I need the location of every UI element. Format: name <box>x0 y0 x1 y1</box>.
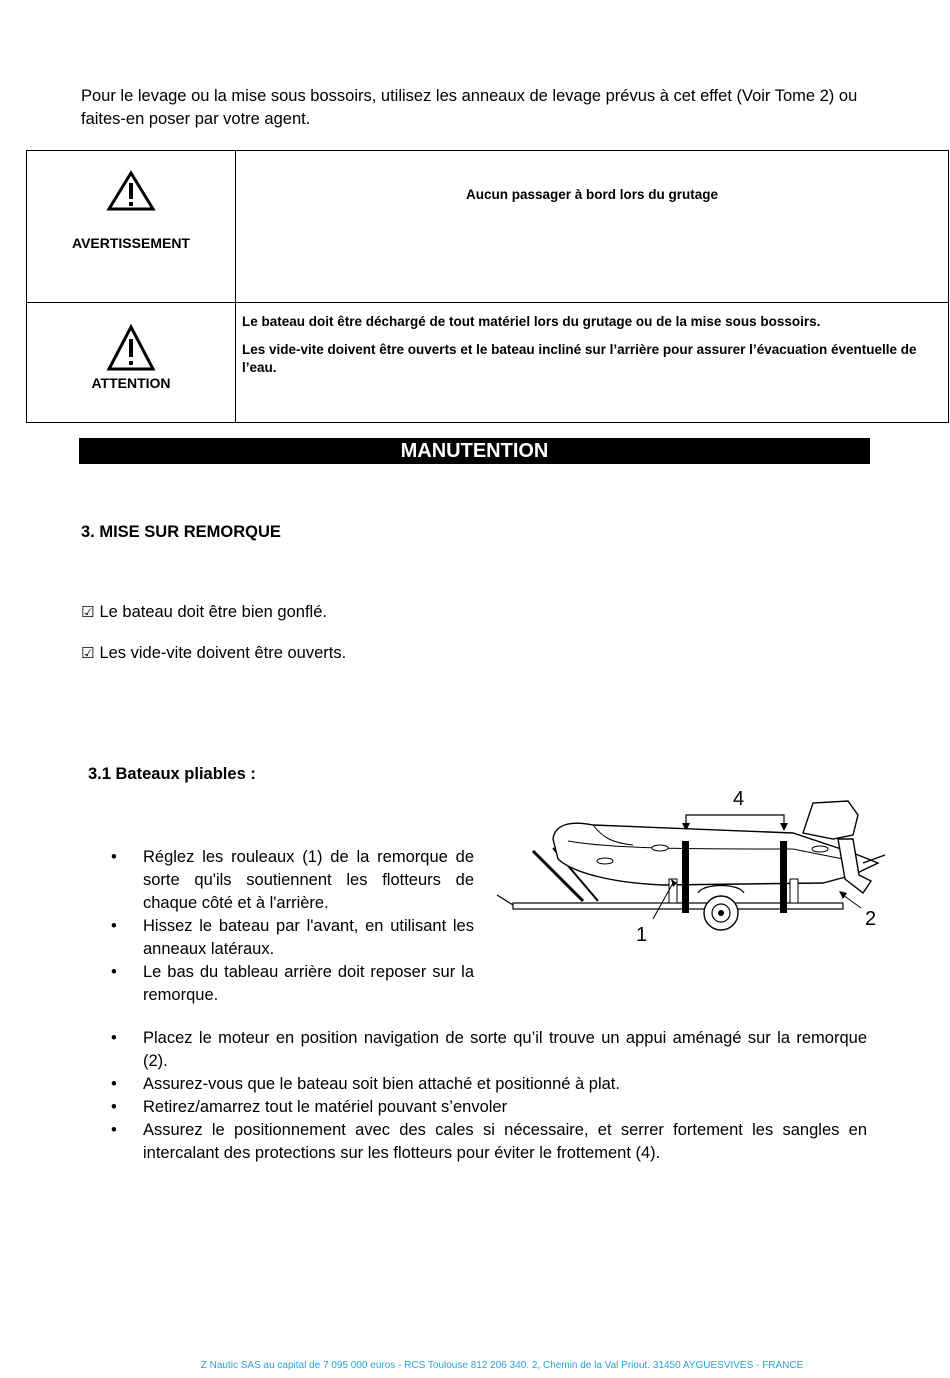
bullet-list-full <box>81 1027 867 1165</box>
intro-paragraph: Pour le levage ou la mise sous bossoirs, utilisez les anneaux de levage prévus à cet effet (Voir Tome 2) ou faites-en poser par votre agent. <box>81 87 858 128</box>
checklist-item <box>81 603 327 622</box>
checklist-item <box>81 644 346 663</box>
list-item-text: Réglez les rouleaux (1) de la remorque de sorte qu'ils soutiennent les flotteurs de chaque côté et à l'arrière. <box>143 848 474 912</box>
diagram-label-rollers: 1 <box>636 924 648 946</box>
warning-message: Les vide-vite doivent être ouverts et le bateau incliné sur l’arrière pour assurer l’évacuation éventuelle de l’eau. <box>242 342 917 375</box>
list-item-text: Le bas du tableau arrière doit reposer sur la remorque. <box>143 963 474 1004</box>
diagram-label-straps: 4 <box>733 788 745 810</box>
list-item-text: Assurez le positionnement avec des cales si nécessaire, et serrer fortement les sangles en intercalant des protections sur les flotteurs pour éviter le frottement (4). <box>143 1121 867 1162</box>
checklist-text: Le bateau doit être bien gonflé. <box>99 603 327 621</box>
warning-message: Aucun passager à bord lors du grutage <box>236 151 949 303</box>
warning-table <box>26 150 949 423</box>
section-title: 3. MISE SUR REMORQUE <box>81 523 281 541</box>
list-item-text: Retirez/amarrez tout le matériel pouvant s’envoler <box>143 1098 508 1116</box>
section-banner: MANUTENTION <box>79 438 870 464</box>
warning-row-attention <box>27 303 949 423</box>
list-item: • Placez le moteur en position navigation de sorte qu’il trouve un appui aménagé sur la remorque (2). <box>111 1029 867 1070</box>
warning-icon-cell <box>27 303 236 423</box>
boat-trailer-diagram <box>493 783 893 948</box>
list-item: • Le bas du tableau arrière doit reposer sur la remorque. <box>111 963 474 1004</box>
list-item: • Réglez les rouleaux (1) de la remorque de sorte qu'ils soutiennent les flotteurs de chaque côté et à l'arrière. <box>111 848 474 912</box>
warning-label: ATTENTION <box>91 375 171 391</box>
warning-triangle-icon <box>105 323 157 373</box>
page-footer: Z Nautic SAS au capital de 7 095 000 euros - RCS Toulouse 812 206 340. 2, Chemin de la Val Priout. 31450 AYGUESVIVES - FRANCE <box>200 1360 804 1371</box>
subsection-title: 3.1 Bateaux pliables : <box>88 765 256 783</box>
diagram-label-support: 2 <box>865 908 877 930</box>
bullet-list-left <box>81 846 474 1007</box>
warning-triangle-icon <box>105 169 157 213</box>
checkbox-checked-icon: ☑ <box>81 644 95 662</box>
warning-message: Le bateau doit être déchargé de tout matériel lors du grutage ou de la mise sous bossoirs. <box>242 314 821 329</box>
checklist-text: Les vide-vite doivent être ouverts. <box>99 644 347 662</box>
list-item: • Retirez/amarrez tout le matériel pouvant s’envoler <box>111 1098 508 1116</box>
warning-row-avertissement <box>27 151 949 303</box>
list-item-text: Hissez le bateau par l'avant, en utilisant les anneaux latéraux. <box>143 917 474 958</box>
warning-icon-cell <box>27 151 236 303</box>
warning-message-cell <box>236 303 949 423</box>
checkbox-checked-icon: ☑ <box>81 603 95 621</box>
list-item-text: Placez le moteur en position navigation de sorte qu’il trouve un appui aménagé sur la remorque (2). <box>143 1029 867 1070</box>
list-item: • Assurez-vous que le bateau soit bien attaché et positionné à plat. <box>111 1075 620 1093</box>
list-item-text: Assurez-vous que le bateau soit bien attaché et positionné à plat. <box>143 1075 620 1093</box>
list-item: • Assurez le positionnement avec des cales si nécessaire, et serrer fortement les sangles en intercalant des protections sur les flotteurs pour éviter le frottement (4). <box>111 1121 867 1162</box>
list-item: • Hissez le bateau par l'avant, en utilisant les anneaux latéraux. <box>111 917 474 958</box>
warning-label: AVERTISSEMENT <box>72 235 190 251</box>
